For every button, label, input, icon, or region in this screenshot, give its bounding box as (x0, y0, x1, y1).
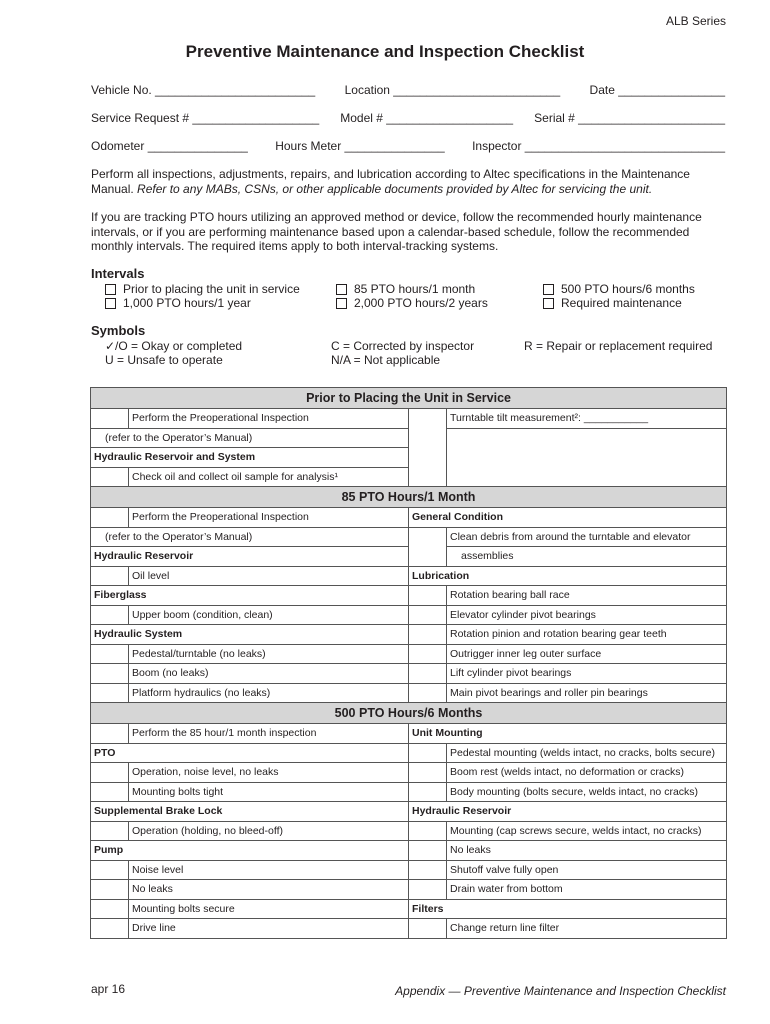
check-cell[interactable] (409, 743, 447, 763)
series-label: ALB Series (665, 14, 726, 28)
check-cell[interactable] (409, 880, 447, 900)
check-cell[interactable] (409, 860, 447, 880)
turntable-tilt-field[interactable]: Turntable tilt measurement²: ___________ (447, 409, 727, 429)
intervals-heading: Intervals (91, 266, 145, 281)
intro-text: Perform all inspections, adjustments, repairs, and lubrication according to Altec specifications in the Maintenance Manual. (91, 167, 690, 196)
checklist-item: Lift cylinder pivot bearings (447, 664, 727, 684)
checklist-item: Boom rest (welds intact, no deformation or cracks) (447, 763, 727, 783)
checklist-item: Mounting bolts tight (129, 782, 409, 802)
checkbox[interactable] (543, 284, 554, 295)
checklist-item: Pedestal mounting (welds intact, no cracks, bolts secure) (447, 743, 727, 763)
checklist-item: Elevator cylinder pivot bearings (447, 605, 727, 625)
checklist-item: assemblies (447, 547, 727, 567)
group-heading: Hydraulic Reservoir (409, 802, 727, 822)
intro-italic-text: Refer to any MABs, CSNs, or other applicable documents provided by Altec for servicing the unit. (137, 181, 653, 196)
intro-paragraph-1 (91, 167, 725, 196)
group-heading: Lubrication (409, 566, 727, 586)
hours-meter-field[interactable]: Hours Meter _______________ (275, 139, 445, 153)
page-title: Preventive Maintenance and Inspection Checklist (185, 42, 585, 61)
symbols-heading: Symbols (91, 323, 146, 338)
checklist-item: Outrigger inner leg outer surface (447, 644, 727, 664)
interval-85[interactable] (336, 282, 475, 296)
checklist-item: Operation (holding, no bleed-off) (129, 821, 409, 841)
group-heading: General Condition (409, 508, 727, 528)
checklist-item: Mounting bolts secure (129, 899, 409, 919)
check-cell[interactable] (409, 821, 447, 841)
checklist-item: Drive line (129, 919, 409, 939)
check-cell[interactable] (91, 821, 129, 841)
check-cell[interactable] (91, 467, 129, 487)
check-cell[interactable] (409, 841, 447, 861)
group-heading: Fiberglass (91, 586, 409, 606)
symbol-unsafe: U = Unsafe to operate (105, 353, 223, 367)
check-cell[interactable] (409, 683, 447, 703)
group-heading: Pump (91, 841, 409, 861)
checkbox[interactable] (105, 284, 116, 295)
interval-label: Prior to placing the unit in service (123, 282, 300, 296)
checklist-item: Change return line filter (447, 919, 727, 939)
section-header: 85 PTO Hours/1 Month (91, 487, 727, 508)
checkbox[interactable] (336, 284, 347, 295)
check-cell[interactable] (91, 605, 129, 625)
checklist-item: Platform hydraulics (no leaks) (129, 683, 409, 703)
interval-label: 2,000 PTO hours/2 years (354, 296, 488, 310)
serial-field[interactable]: Serial # ______________________ (534, 111, 725, 125)
interval-1000[interactable] (105, 296, 251, 310)
section-header: Prior to Placing the Unit in Service (91, 388, 727, 409)
checklist-item: No leaks (447, 841, 727, 861)
check-cell[interactable] (91, 899, 129, 919)
checklist-item: Rotation bearing ball race (447, 586, 727, 606)
group-heading: Supplemental Brake Lock (91, 802, 409, 822)
interval-500[interactable] (543, 282, 695, 296)
field-row-2 (91, 111, 725, 125)
interval-prior[interactable] (105, 282, 300, 296)
group-heading: PTO (91, 743, 409, 763)
check-cell[interactable] (91, 919, 129, 939)
checklist-item: Clean debris from around the turntable and elevator (447, 527, 727, 547)
symbol-na: N/A = Not applicable (331, 353, 441, 367)
check-cell[interactable] (409, 644, 447, 664)
checklist-item: Shutoff valve fully open (447, 860, 727, 880)
model-field[interactable]: Model # ___________________ (340, 111, 514, 125)
checklist-item: Body mounting (bolts secure, welds intact, no cracks) (447, 782, 727, 802)
checklist-item: Main pivot bearings and roller pin bearings (447, 683, 727, 703)
checklist-item: Rotation pinion and rotation bearing gear teeth (447, 625, 727, 645)
service-request-field[interactable]: Service Request # ___________________ (91, 111, 320, 125)
group-heading: Hydraulic System (91, 625, 409, 645)
check-cell[interactable] (91, 409, 129, 429)
check-cell[interactable] (91, 508, 129, 528)
check-cell[interactable] (91, 763, 129, 783)
date-field[interactable]: Date ________________ (589, 83, 725, 97)
interval-label: 500 PTO hours/6 months (561, 282, 695, 296)
check-cell[interactable] (409, 919, 447, 939)
check-cell[interactable] (91, 644, 129, 664)
checklist-item: Perform the Preoperational Inspection (129, 508, 409, 528)
check-cell[interactable] (409, 782, 447, 802)
field-row-1 (91, 83, 725, 97)
checklist-item: Pedestal/turntable (no leaks) (129, 644, 409, 664)
checklist-item: Drain water from bottom (447, 880, 727, 900)
checklist-item: Mounting (cap screws secure, welds intact, no cracks) (447, 821, 727, 841)
check-cell[interactable] (91, 880, 129, 900)
check-cell[interactable] (409, 664, 447, 684)
empty-cell (447, 428, 727, 487)
check-cell[interactable] (91, 683, 129, 703)
check-cell[interactable] (409, 763, 447, 783)
footer-title: Appendix — Preventive Maintenance and Inspection Checklist (395, 984, 726, 998)
checklist-item: Perform the Preoperational Inspection (129, 409, 409, 429)
checkbox[interactable] (105, 298, 116, 309)
interval-2000[interactable] (336, 296, 488, 310)
location-field[interactable]: Location _________________________ (344, 83, 561, 97)
check-cell[interactable] (409, 605, 447, 625)
checklist-item: Noise level (129, 860, 409, 880)
interval-label: 85 PTO hours/1 month (354, 282, 476, 296)
symbol-repair: R = Repair or replacement required (524, 339, 713, 353)
check-cell[interactable] (91, 664, 129, 684)
interval-label: Required maintenance (561, 296, 682, 310)
check-cell[interactable] (409, 586, 447, 606)
inspector-field[interactable]: Inspector ______________________________ (472, 139, 725, 153)
field-row-3 (91, 139, 725, 153)
checklist-item: Operation, noise level, no leaks (129, 763, 409, 783)
symbol-corrected: C = Corrected by inspector (331, 339, 475, 353)
check-cell[interactable] (91, 724, 129, 744)
checklist-item: Check oil and collect oil sample for analysis¹ (129, 467, 409, 487)
interval-label: 1,000 PTO hours/1 year (123, 296, 251, 310)
interval-required[interactable] (543, 296, 682, 310)
checklist-item: (refer to the Operator’s Manual) (91, 428, 409, 448)
check-cell[interactable] (409, 409, 447, 487)
check-cell[interactable] (91, 566, 129, 586)
group-heading: Hydraulic Reservoir and System (91, 448, 409, 468)
odometer-field[interactable]: Odometer _______________ (91, 139, 248, 153)
vehicle-no-field[interactable]: Vehicle No. ________________________ (91, 83, 316, 97)
checklist-item: No leaks (129, 880, 409, 900)
checkbox[interactable] (543, 298, 554, 309)
check-cell[interactable] (409, 527, 447, 566)
checklist-item: Perform the 85 hour/1 month inspection (129, 724, 409, 744)
checkbox[interactable] (336, 298, 347, 309)
checklist-item: Oil level (129, 566, 409, 586)
group-heading: Filters (409, 899, 727, 919)
check-cell[interactable] (91, 782, 129, 802)
check-cell[interactable] (91, 860, 129, 880)
checklist-item: (refer to the Operator’s Manual) (91, 527, 409, 547)
group-heading: Unit Mounting (409, 724, 727, 744)
intro-paragraph-2: If you are tracking PTO hours utilizing an approved method or device, follow the recommended hourly maintenance intervals, or if you are performing maintenance based upon a calendar-based schedule, follow the recommended monthly intervals. The required items apply to both interval-tracking systems. (91, 210, 702, 253)
checklist-item: Upper boom (condition, clean) (129, 605, 409, 625)
group-heading: Hydraulic Reservoir (91, 547, 409, 567)
section-header: 500 PTO Hours/6 Months (91, 703, 727, 724)
checklist-item: Boom (no leaks) (129, 664, 409, 684)
footer-date: apr 16 (91, 982, 126, 996)
checklist-table (90, 387, 727, 939)
symbol-okay: ✓/O = Okay or completed (105, 339, 243, 353)
check-cell[interactable] (409, 625, 447, 645)
